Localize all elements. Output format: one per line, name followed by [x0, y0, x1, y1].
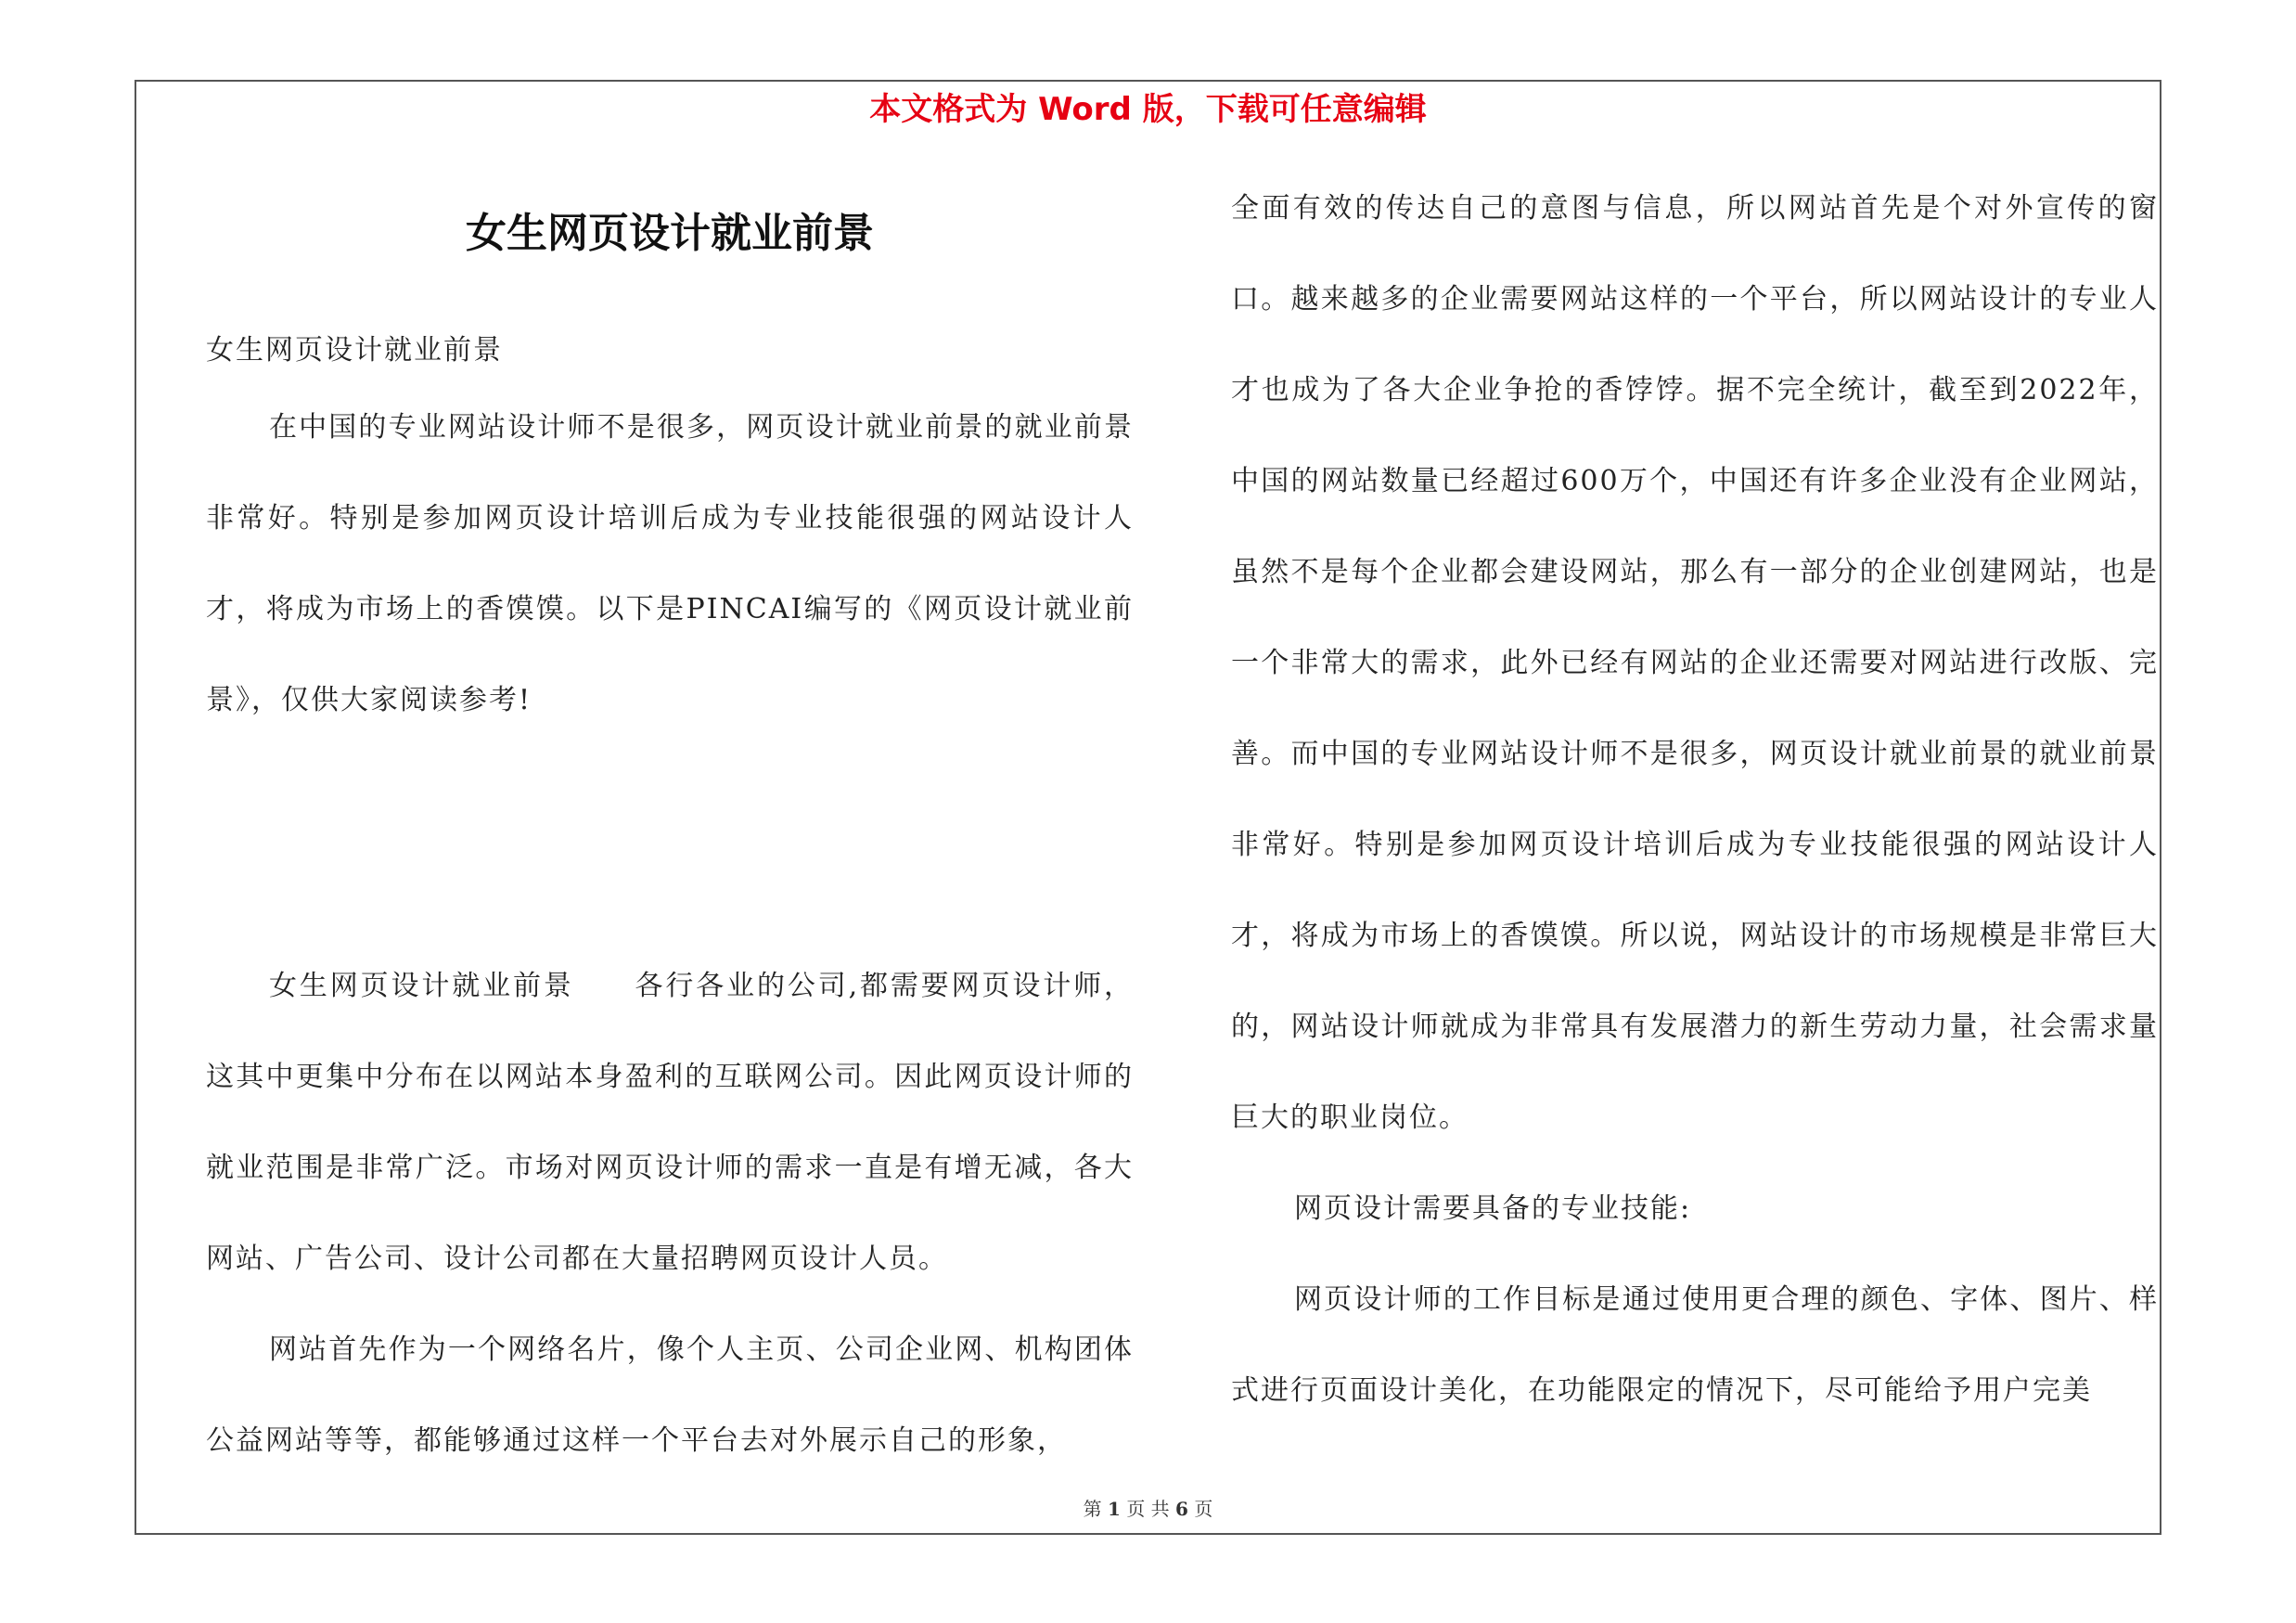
skills-paragraph: 网页设计师的工作目标是通过使用更合理的颜色、字体、图片、样式进行页面设计美化，在功能限定的情况下，尽可能给予用户完美	[1231, 1283, 2159, 1407]
page-footer	[0, 1494, 2296, 1524]
intro-paragraph: 在中国的专业网站设计师不是很多，网页设计就业前景的就业前景非常好。特别是参加网页设计培训后成为专业技能很强的网站设计人才，将成为市场上的香馍馍。以下是PINCAI编写的《网页设计就业前景》，仅供大家阅读参考!	[206, 411, 1134, 716]
continuation-paragraph: 全面有效的传达自己的意图与信息，所以网站首先是个对外宣传的窗口。越来越多的企业需要网站这样的一个平台，所以网站设计的专业人才也成为了各大企业争抢的香饽饽。据不完全统计，截至到2022年，中国的网站数量已经超过600万个，中国还有许多企业没有企业网站，虽然不是每个企业都会建设网站，那么有一部分的企业创建网站，也是一个非常大的需求，此外已经有网站的企业还需要对网站进行改版、完善。而中国的专业网站设计师不是很多，网页设计就业前景的就业前景非常好。特别是参加网页设计培训后成为专业技能很强的网站设计人才，将成为市场上的香馍馍。所以说，网站设计的市场规模是非常巨大的，网站设计师就成为非常具有发展潜力的新生劳动力量，社会需求量巨大的职业岗位。	[1231, 192, 2159, 1134]
footer-prefix: 第	[1083, 1498, 1102, 1520]
subtitle-paragraph: 女生网页设计就业前景	[206, 334, 503, 367]
document-title: 女生网页设计就业前景	[466, 210, 874, 257]
website-paragraph: 网站首先作为一个网络名片，像个人主页、公司企业网、机构团体公益网站等等，都能够通过这样一个平台去对外展示自己的形象，	[206, 1333, 1134, 1457]
left-column	[206, 319, 1134, 746]
footer-current-page: 1	[1108, 1498, 1121, 1520]
section-paragraph: 女生网页设计就业前景 各行各业的公司,都需要网页设计师，这其中更集中分布在以网站本身盈利的互联网公司。因此网页设计师的就业范围是非常广泛。市场对网页设计师的需求一直是有增无减，各大网站、广告公司、设计公司都在大量招聘网页设计人员。	[206, 970, 1134, 1275]
skills-heading: 网页设计需要具备的专业技能:	[1294, 1192, 1692, 1225]
footer-middle: 页 共	[1126, 1498, 1170, 1520]
right-column	[1231, 163, 2159, 1436]
left-column-lower	[206, 941, 1134, 1487]
footer-total-pages: 6	[1175, 1498, 1188, 1520]
edit-notice-banner: 本文格式为 Word 版，下载可任意编辑	[869, 91, 1427, 128]
footer-suffix: 页	[1194, 1498, 1213, 1520]
